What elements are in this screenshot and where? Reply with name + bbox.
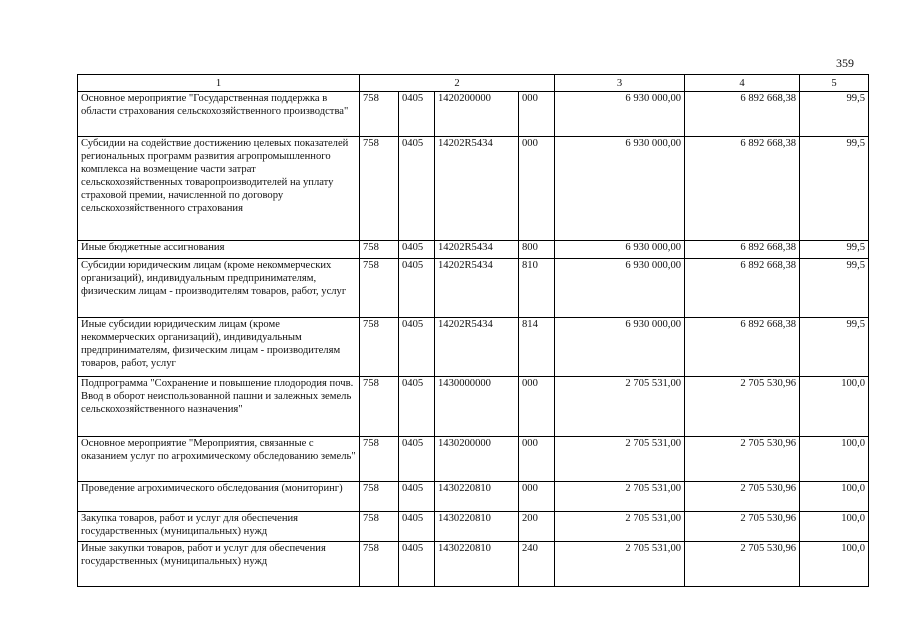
row-percent: 99,5 [800,137,869,241]
row-actual-amount: 6 892 668,38 [685,137,800,241]
row-plan-amount: 6 930 000,00 [555,318,685,377]
row-percent: 100,0 [800,377,869,437]
row-type-code: 200 [519,512,555,542]
header-col-4: 4 [685,75,800,92]
row-percent: 100,0 [800,437,869,482]
row-section-code: 0405 [399,377,435,437]
row-type-code: 000 [519,482,555,512]
row-name: Закупка товаров, работ и услуг для обеспечения государственных (муниципальных) нужд [78,512,360,542]
table-row [78,318,869,377]
row-type-code: 814 [519,318,555,377]
row-type-code: 000 [519,92,555,137]
row-actual-amount: 6 892 668,38 [685,259,800,318]
row-target-code: 14202R5434 [435,259,519,318]
row-section-code: 0405 [399,482,435,512]
row-type-code: 000 [519,377,555,437]
row-admin-code: 758 [360,542,399,587]
row-type-code: 000 [519,437,555,482]
table-row [78,241,869,259]
row-type-code: 800 [519,241,555,259]
table-row [78,512,869,542]
row-admin-code: 758 [360,92,399,137]
row-section-code: 0405 [399,137,435,241]
row-actual-amount: 2 705 530,96 [685,437,800,482]
table-row [78,377,869,437]
row-admin-code: 758 [360,137,399,241]
row-target-code: 14202R5434 [435,318,519,377]
row-plan-amount: 2 705 531,00 [555,437,685,482]
table-row [78,542,869,587]
budget-table [77,74,869,587]
row-target-code: 1430220810 [435,512,519,542]
row-name: Субсидии на содействие достижению целевых показателей региональных программ развития агропромышленного комплекса на возмещение части затрат сельскохозяйственных товаропроизводителей на уплату страховой премии, начисленной по договору сельскохозяйственного страхования [78,137,360,241]
row-admin-code: 758 [360,259,399,318]
row-actual-amount: 2 705 530,96 [685,512,800,542]
row-target-code: 14202R5434 [435,241,519,259]
row-percent: 99,5 [800,259,869,318]
row-plan-amount: 6 930 000,00 [555,241,685,259]
row-plan-amount: 6 930 000,00 [555,137,685,241]
row-percent: 99,5 [800,241,869,259]
row-name: Основное мероприятие "Мероприятия, связанные с оказанием услуг по агрохимическому обследованию земель" [78,437,360,482]
header-col-1: 1 [78,75,360,92]
row-plan-amount: 6 930 000,00 [555,259,685,318]
row-name: Субсидии юридическим лицам (кроме некоммерческих организаций), индивидуальным предпринимателям, физическим лицам - производителям товаров, работ, услуг [78,259,360,318]
header-col-5: 5 [800,75,869,92]
table-body [78,75,869,587]
row-type-code: 810 [519,259,555,318]
row-name: Проведение агрохимического обследования (мониторинг) [78,482,360,512]
row-name: Подпрограмма "Сохранение и повышение плодородия почв. Ввод в оборот неиспользованной пашни и залежных земель сельскохозяйственного назначения" [78,377,360,437]
row-plan-amount: 2 705 531,00 [555,512,685,542]
row-actual-amount: 2 705 530,96 [685,482,800,512]
table-header-row [78,75,869,92]
row-name: Иные субсидии юридическим лицам (кроме некоммерческих организаций), индивидуальным предпринимателям, физическим лицам - производителям товаров, работ, услуг [78,318,360,377]
row-percent: 99,5 [800,318,869,377]
table-row [78,92,869,137]
row-section-code: 0405 [399,512,435,542]
row-actual-amount: 2 705 530,96 [685,377,800,437]
row-target-code: 1430200000 [435,437,519,482]
row-plan-amount: 2 705 531,00 [555,377,685,437]
row-target-code: 1430220810 [435,542,519,587]
page-number: 359 [836,56,854,70]
row-percent: 100,0 [800,482,869,512]
row-actual-amount: 2 705 530,96 [685,542,800,587]
row-name: Иные закупки товаров, работ и услуг для обеспечения государственных (муниципальных) нужд [78,542,360,587]
row-target-code: 1430220810 [435,482,519,512]
row-plan-amount: 2 705 531,00 [555,482,685,512]
row-actual-amount: 6 892 668,38 [685,92,800,137]
row-section-code: 0405 [399,259,435,318]
table-row [78,137,869,241]
row-name: Иные бюджетные ассигнования [78,241,360,259]
row-type-code: 000 [519,137,555,241]
row-admin-code: 758 [360,241,399,259]
row-admin-code: 758 [360,318,399,377]
row-section-code: 0405 [399,437,435,482]
row-target-code: 1420200000 [435,92,519,137]
row-target-code: 14202R5434 [435,137,519,241]
row-percent: 100,0 [800,542,869,587]
row-section-code: 0405 [399,542,435,587]
row-admin-code: 758 [360,437,399,482]
row-plan-amount: 6 930 000,00 [555,92,685,137]
table-row [78,259,869,318]
table-row [78,482,869,512]
row-actual-amount: 6 892 668,38 [685,241,800,259]
row-type-code: 240 [519,542,555,587]
row-admin-code: 758 [360,512,399,542]
row-target-code: 1430000000 [435,377,519,437]
header-col-2: 2 [360,75,555,92]
row-section-code: 0405 [399,92,435,137]
table-row [78,437,869,482]
row-plan-amount: 2 705 531,00 [555,542,685,587]
row-section-code: 0405 [399,318,435,377]
row-admin-code: 758 [360,377,399,437]
row-section-code: 0405 [399,241,435,259]
row-percent: 100,0 [800,512,869,542]
row-actual-amount: 6 892 668,38 [685,318,800,377]
header-col-3: 3 [555,75,685,92]
row-percent: 99,5 [800,92,869,137]
row-name: Основное мероприятие "Государственная поддержка в области страхования сельскохозяйственного производства" [78,92,360,137]
row-admin-code: 758 [360,482,399,512]
